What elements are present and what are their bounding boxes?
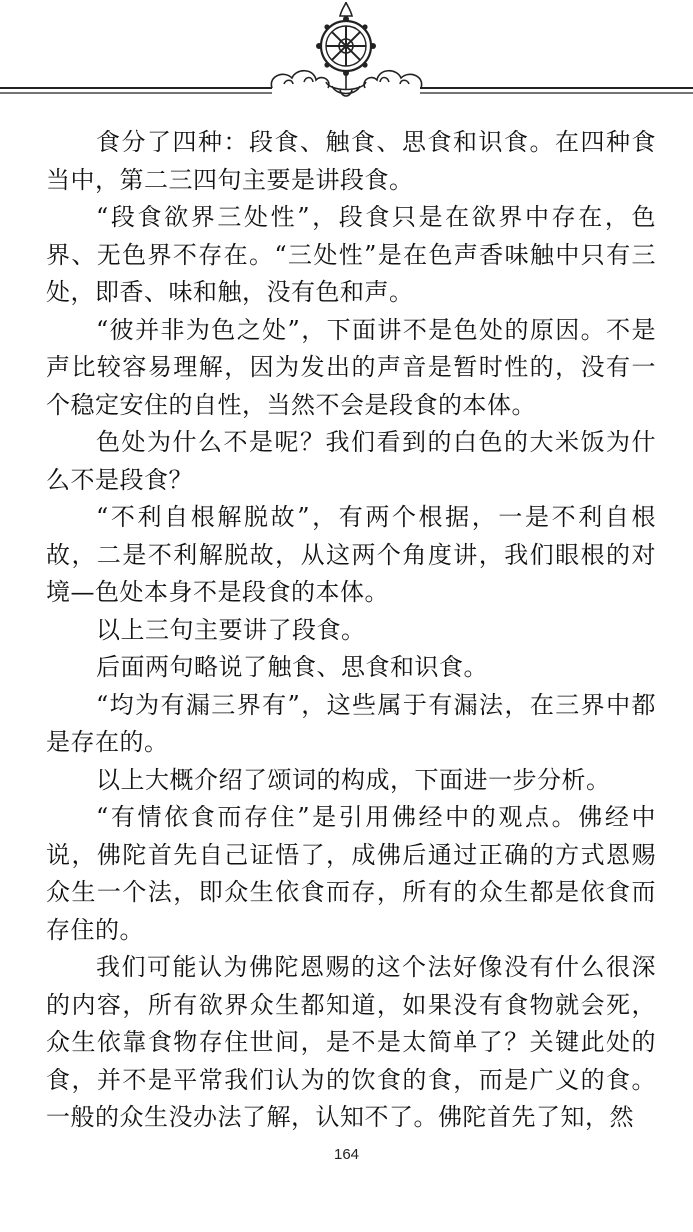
paragraph-3: “彼并非为色之处”，下面讲不是色处的原因。不是声比较容易理解，因为发出的声音是暂时性的，没有一个稳定安住的自性，当然不会是段食的本体。 <box>46 315 656 419</box>
page-header-ornament <box>0 0 693 112</box>
paragraph-5: “不利自根解脱故”，有两个根据，一是不利自根故，二是不利解脱故，从这两个角度讲，我们眼根的对境—色处本身不是段食的本体。 <box>46 503 656 606</box>
page-number: 164 <box>333 1146 360 1163</box>
paragraph-7: 后面两句略说了触食、思食和识食。 <box>96 653 488 681</box>
paragraph-11: 我们可能认为佛陀恩赐的这个法好像没有什么很深的内容，所有欲界众生都知道，如果没有食物就会死，众生依靠食物存住世间，是不是太简单了？关键此处的食，并不是平常我们认为的饮食的食，而是广义的食。一般的众生没办法了解，认知不了。佛陀首先了知，然 <box>46 953 656 1131</box>
paragraph-10: “有情依食而存住”是引用佛经中的观点。佛经中说，佛陀首先自己证悟了，成佛后通过正确的方式恩赐众生一个法，即众生依食而存，所有的众生都是依食而存住的。 <box>46 803 656 944</box>
paragraph-1: 食分了四种：段食、触食、思食和识食。在四种食当中，第二三四句主要是讲段食。 <box>46 128 656 194</box>
paragraph-9: 以上大概介绍了颂词的构成，下面进一步分析。 <box>96 765 611 794</box>
body-text <box>46 124 656 1137</box>
paragraph-8: “均为有漏三界有”，这些属于有漏法，在三界中都是存在的。 <box>46 690 656 756</box>
paragraph-2: “段食欲界三处性”，段食只是在欲界中存在，色界、无色界不存在。“三处性”是在色声香味触中只有三处，即香、味和触，没有色和声。 <box>46 203 656 306</box>
paragraph-6: 以上三句主要讲了段食。 <box>96 615 366 644</box>
dharma-wheel-icon <box>0 0 693 112</box>
paragraph-4: 色处为什么不是呢？我们看到的白色的大米饭为什么不是段食？ <box>46 428 656 494</box>
